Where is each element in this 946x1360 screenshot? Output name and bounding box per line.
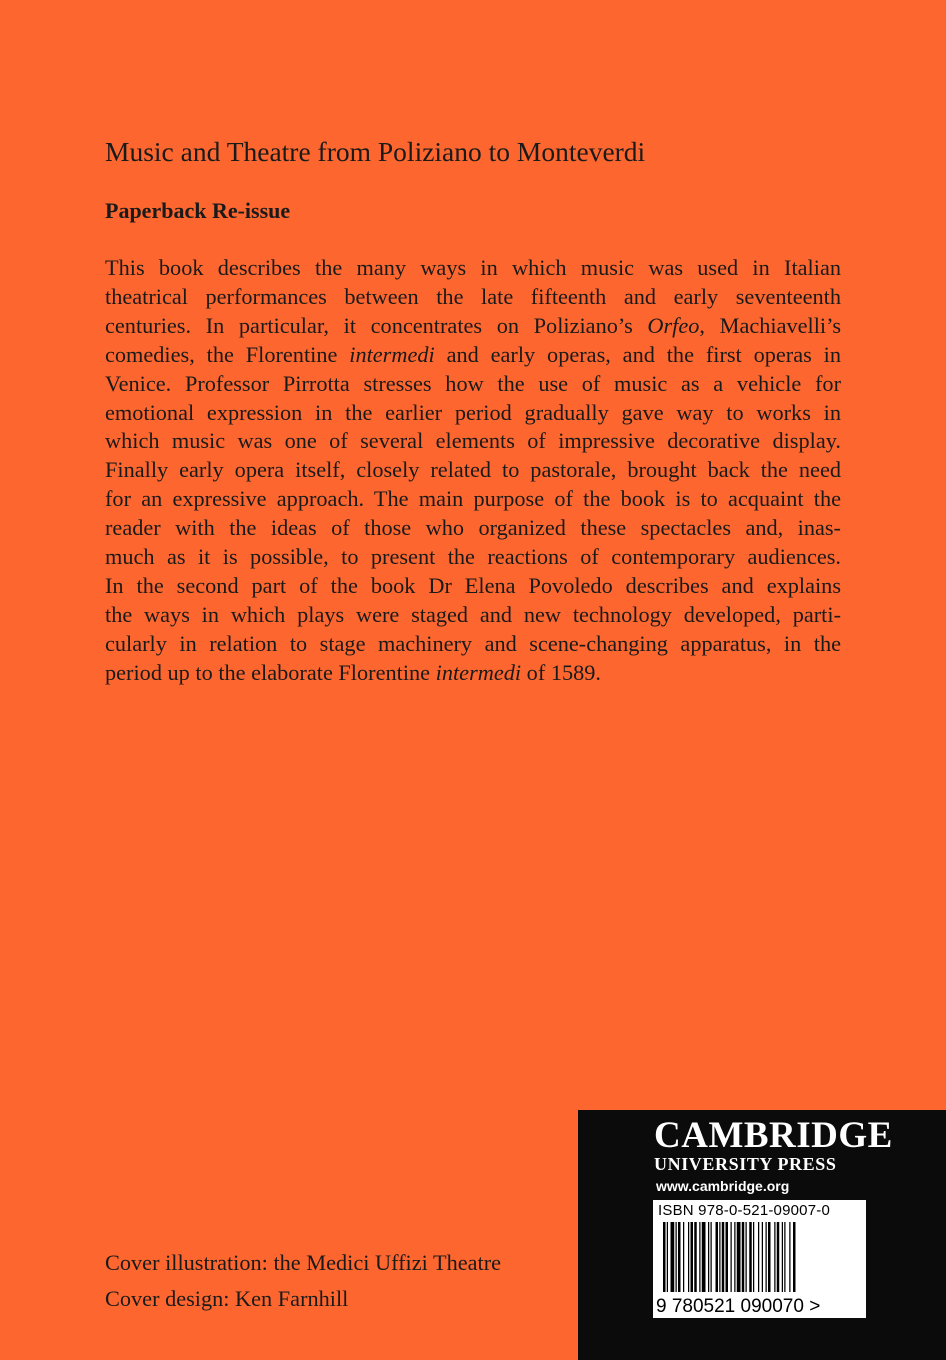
book-description — [105, 254, 841, 688]
description-line: much as it is possible, to present the reactions of contemporary audiences. — [105, 544, 841, 570]
description-line: period up to the elaborate Florentine intermedi of 1589. — [105, 659, 601, 685]
barcode-bar — [749, 1222, 752, 1292]
barcode-digits: 9 780521 090070 > — [656, 1296, 821, 1317]
barcode-bar — [753, 1222, 754, 1292]
description-line: which music was one of several elements of impressive decorative display. — [105, 428, 841, 454]
barcode-bar — [734, 1222, 735, 1292]
description-line: emotional expression in the earlier period gradually gave way to works in — [105, 399, 841, 425]
description-line: for an expressive approach. The main purpose of the book is to acquaint the — [105, 486, 841, 512]
barcode-bar — [722, 1222, 725, 1292]
barcode-bar — [688, 1222, 689, 1292]
barcode-bar — [678, 1222, 681, 1292]
description-line: cularly in relation to stage machinery and scene-changing apparatus, in the — [105, 630, 841, 656]
barcode-bar — [671, 1222, 675, 1292]
barcode-bar — [683, 1222, 684, 1292]
description-line: reader with the ideas of those who organized these spectacles and, inas- — [105, 515, 841, 541]
barcode-bar — [782, 1222, 783, 1292]
barcode-bar — [789, 1222, 790, 1292]
isbn-barcode — [653, 1200, 866, 1318]
publisher-name: CAMBRIDGE — [654, 1115, 893, 1156]
description-line: Finally early opera itself, closely related to pastorale, brought back the need — [105, 457, 841, 483]
barcode-bar — [676, 1222, 677, 1292]
barcode-bar — [699, 1222, 700, 1292]
barcode-bar — [758, 1222, 759, 1292]
barcode-bar — [711, 1222, 712, 1292]
barcode-bar — [719, 1222, 720, 1292]
description-line: This book describes the many ways in which music was used in Italian — [105, 255, 841, 280]
barcode-bar — [708, 1222, 709, 1292]
cover-illustration-credit: Cover illustration: the Medici Uffizi Theatre — [105, 1250, 502, 1275]
barcode-bar — [702, 1222, 706, 1292]
description-line: Venice. Professor Pirrotta stresses how the use of music as a vehicle for — [105, 370, 841, 396]
book-title: Music and Theatre from Poliziano to Monteverdi — [105, 136, 646, 167]
barcode-bar — [762, 1222, 763, 1292]
barcode-bar — [731, 1222, 732, 1292]
cover-credits — [105, 1245, 501, 1317]
barcode-bar — [737, 1222, 741, 1292]
barcode-bar — [742, 1222, 745, 1292]
barcode-bar — [663, 1222, 666, 1292]
publisher-subname: UNIVERSITY PRESS — [654, 1154, 837, 1174]
barcode-bar — [667, 1222, 668, 1292]
barcode-bar — [784, 1222, 785, 1292]
barcode-bar — [777, 1222, 780, 1292]
barcode-bar — [774, 1222, 775, 1292]
edition-subtitle: Paperback Re-issue — [105, 198, 291, 223]
barcode-graphic — [653, 1200, 866, 1318]
barcode-bar — [726, 1222, 729, 1292]
isbn-label: ISBN 978-0-521-09007-0 — [658, 1202, 831, 1219]
barcode-bar — [746, 1222, 747, 1292]
barcode-bar — [716, 1222, 719, 1292]
barcode-bar — [766, 1222, 767, 1292]
publisher-url: www.cambridge.org — [656, 1178, 790, 1194]
barcode-bar — [768, 1222, 771, 1292]
cover-design-credit: Cover design: Ken Farnhill — [105, 1286, 349, 1311]
barcode-bar — [694, 1222, 697, 1292]
description-line: comedies, the Florentine intermedi and early operas, and the first operas in — [105, 341, 842, 367]
description-line: the ways in which plays were staged and new technology developed, parti- — [105, 601, 841, 627]
description-line: centuries. In particular, it concentrates on Poliziano’s Orfeo, Machiavelli’s — [105, 312, 841, 338]
barcode-bar — [793, 1222, 796, 1292]
barcode-bar — [691, 1222, 694, 1292]
description-line: theatrical performances between the late fifteenth and early seventeenth — [105, 283, 841, 309]
description-line: In the second part of the book Dr Elena Povoledo describes and explains — [105, 572, 841, 598]
